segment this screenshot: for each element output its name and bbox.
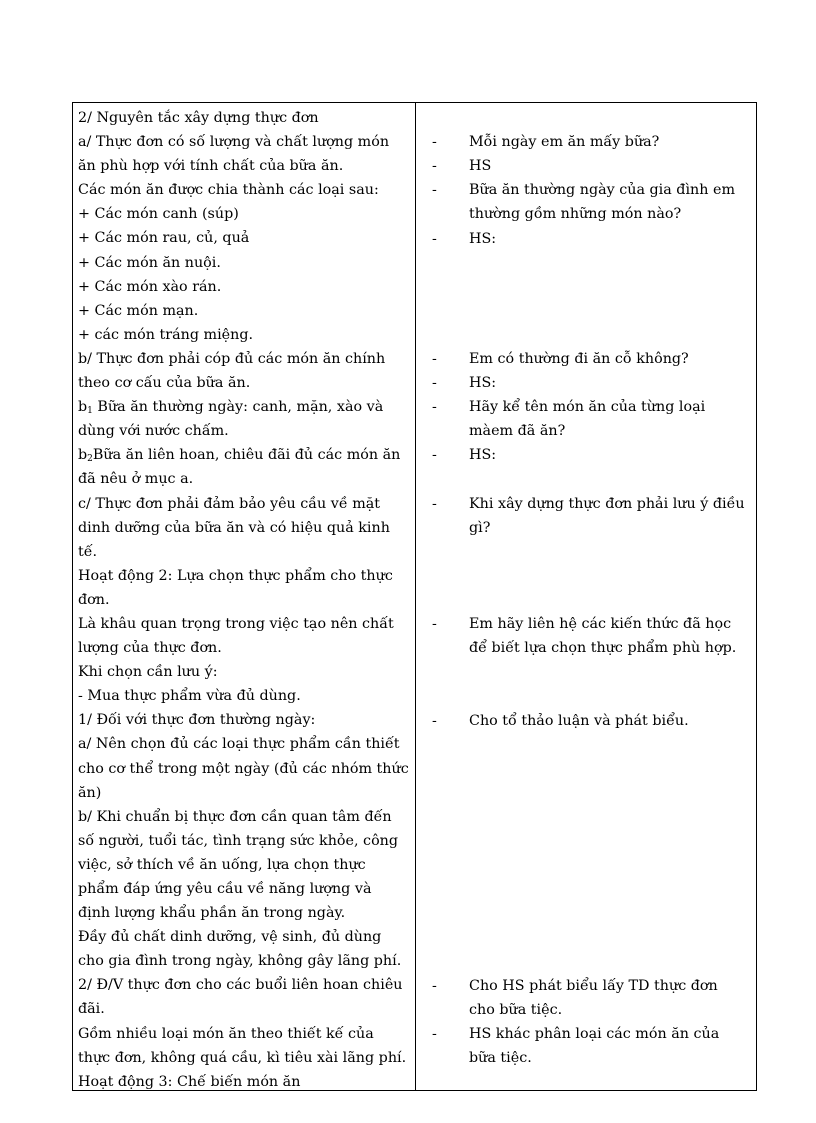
content-line: a/ Thực đơn có số lượng và chất lượng món bbox=[78, 134, 390, 151]
activity-line: Mỗi ngày em ăn mấy bữa? bbox=[469, 134, 660, 151]
activity-text bbox=[469, 974, 759, 1022]
content-line: cho cơ thể trong một ngày (đủ các nhóm thức bbox=[78, 760, 409, 777]
content-line: dinh dưỡng của bữa ăn và có hiệu quả kinh bbox=[78, 519, 390, 536]
content-line: 1/ Đối với thực đơn thường ngày: bbox=[78, 712, 316, 729]
bullet-dash: - bbox=[432, 351, 437, 367]
content-line: $b_2Bữa$ ăn liên hoan, chiêu đãi đủ các món ăn bbox=[78, 447, 401, 465]
bullet-dash: - bbox=[432, 182, 437, 199]
activity-text bbox=[469, 130, 759, 154]
bullet-dash: - bbox=[432, 134, 437, 151]
activity-line: HS: bbox=[469, 375, 497, 392]
activity-text bbox=[469, 227, 759, 251]
activity-line: Hãy kể tên món ăn của từng loại bbox=[469, 399, 706, 416]
content-line: + các món tráng miệng. bbox=[78, 326, 254, 343]
activity-line: HS khác phân loại các món ăn của bbox=[469, 1025, 720, 1042]
bullet-dash: - bbox=[432, 375, 437, 392]
content-line: Là khâu quan trọng trong việc tạo nên chất bbox=[78, 615, 394, 632]
content-line: $b_1$ Bữa ăn thường ngày: canh, mặn, xào và bbox=[78, 399, 384, 417]
content-line: + Các món canh (súp) bbox=[78, 206, 239, 223]
activity-text bbox=[469, 709, 759, 733]
column-divider bbox=[415, 103, 416, 1090]
content-line: dùng với nước chấm. bbox=[78, 423, 229, 440]
content-line: định lượng khẩu phần ăn trong ngày. bbox=[78, 905, 346, 922]
activity-text bbox=[469, 612, 759, 660]
bullet-dash: - bbox=[432, 712, 437, 729]
content-line: Hoạt động 3: Chế biến món ăn bbox=[78, 1073, 301, 1090]
bullet-dash: - bbox=[432, 977, 437, 994]
activity-text bbox=[469, 178, 759, 226]
content-line: - Mua thực phẩm vừa đủ dùng. bbox=[78, 688, 301, 705]
content-line: 2/ Đ/V thực đơn cho các buổi liên hoan chiêu bbox=[78, 977, 403, 994]
activity-line: Em hãy liên hệ các kiến thức đã học bbox=[469, 616, 732, 633]
activity-line: Bữa ăn thường ngày của gia đình em bbox=[469, 182, 736, 199]
bullet-dash: - bbox=[432, 158, 437, 175]
content-line: b/ Khi chuẩn bị thực đơn cần quan tâm đến bbox=[78, 808, 392, 825]
content-line: c/ Thực đơn phải đảm bảo yêu cầu về mặt bbox=[78, 495, 381, 512]
activity-line: bữa tiệc. bbox=[469, 1049, 532, 1066]
activity-line: gì? bbox=[469, 519, 491, 536]
activity-line: Cho HS phát biểu lấy TD thực đơn bbox=[469, 977, 718, 994]
content-line: + Các món mạn. bbox=[78, 302, 199, 319]
activity-line: để biết lựa chọn thực phẩm phù hợp. bbox=[469, 640, 737, 657]
bullet-dash: - bbox=[432, 230, 437, 247]
content-line: ăn phù hợp với tính chất của bữa ăn. bbox=[78, 158, 344, 175]
content-line: + Các món rau, củ, quả bbox=[78, 230, 250, 247]
content-line: Đầy đủ chất dinh dưỡng, vệ sinh, đủ dùng bbox=[78, 929, 382, 946]
activity-line: HS: bbox=[469, 230, 497, 247]
content-line: theo cơ cấu của bữa ăn. bbox=[78, 375, 251, 392]
activity-text bbox=[469, 154, 759, 178]
content-line: Khi chọn cần lưu ý: bbox=[78, 664, 218, 681]
bullet-dash: - bbox=[432, 399, 437, 416]
activity-text bbox=[469, 443, 759, 467]
bullet-dash: - bbox=[432, 495, 437, 512]
activity-text bbox=[469, 1022, 759, 1070]
activity-line: thường gồm những món nào? bbox=[469, 206, 682, 223]
activity-line: màem đã ăn? bbox=[469, 423, 566, 440]
activity-line: Khi xây dựng thực đơn phải lưu ý điều bbox=[469, 495, 745, 512]
content-line: ăn) bbox=[78, 784, 102, 801]
bullet-dash: - bbox=[432, 616, 437, 633]
activity-line: Em có thường đi ăn cỗ không? bbox=[469, 351, 689, 367]
content-line: việc, sở thích về ăn uống, lựa chọn thực bbox=[78, 856, 366, 873]
content-line: lượng của thực đơn. bbox=[78, 640, 222, 657]
content-line: phẩm đáp ứng yêu cầu về năng lượng và bbox=[78, 881, 372, 897]
content-column bbox=[78, 106, 412, 1094]
activity-text bbox=[469, 371, 759, 395]
activity-line: HS bbox=[469, 158, 492, 175]
activity-text bbox=[469, 347, 759, 371]
bullet-dash: - bbox=[432, 447, 437, 464]
activity-text bbox=[469, 492, 759, 540]
content-line: Hoạt động 2: Lựa chọn thực phẩm cho thực bbox=[78, 567, 393, 584]
activity-line: cho bữa tiệc. bbox=[469, 1001, 563, 1018]
content-line: cho gia đình trong ngày, không gây lãng phí. bbox=[78, 953, 402, 970]
content-line: đãi. bbox=[78, 1001, 105, 1018]
content-line: Các món ăn được chia thành các loại sau: bbox=[78, 182, 379, 199]
content-line: a/ Nên chọn đủ các loại thực phẩm cần thiết bbox=[78, 736, 400, 753]
content-line: 2/ Nguyên tắc xây dựng thực đơn bbox=[78, 110, 319, 126]
content-line: b/ Thực đơn phải cóp đủ các món ăn chính bbox=[78, 350, 386, 367]
bullet-dash: - bbox=[432, 1025, 437, 1042]
content-line: đã nêu ở mục a. bbox=[78, 471, 194, 488]
content-line: thực đơn, không quá cầu, kì tiêu xài lãng phí. bbox=[78, 1049, 407, 1066]
activity-line: Cho tổ thảo luận và phát biểu. bbox=[469, 712, 689, 729]
content-line: số người, tuổi tác, tình trạng sức khỏe, công bbox=[78, 832, 399, 849]
content-line: đơn. bbox=[78, 591, 110, 608]
content-line: tế. bbox=[78, 543, 98, 560]
activity-line: HS: bbox=[469, 447, 497, 464]
activity-text bbox=[469, 395, 759, 443]
content-line: Gồm nhiều loại món ăn theo thiết kế của bbox=[78, 1025, 374, 1042]
content-line: + Các món ăn nuội. bbox=[78, 254, 221, 271]
lesson-table bbox=[72, 102, 757, 1091]
content-line: + Các món xào rán. bbox=[78, 278, 222, 295]
